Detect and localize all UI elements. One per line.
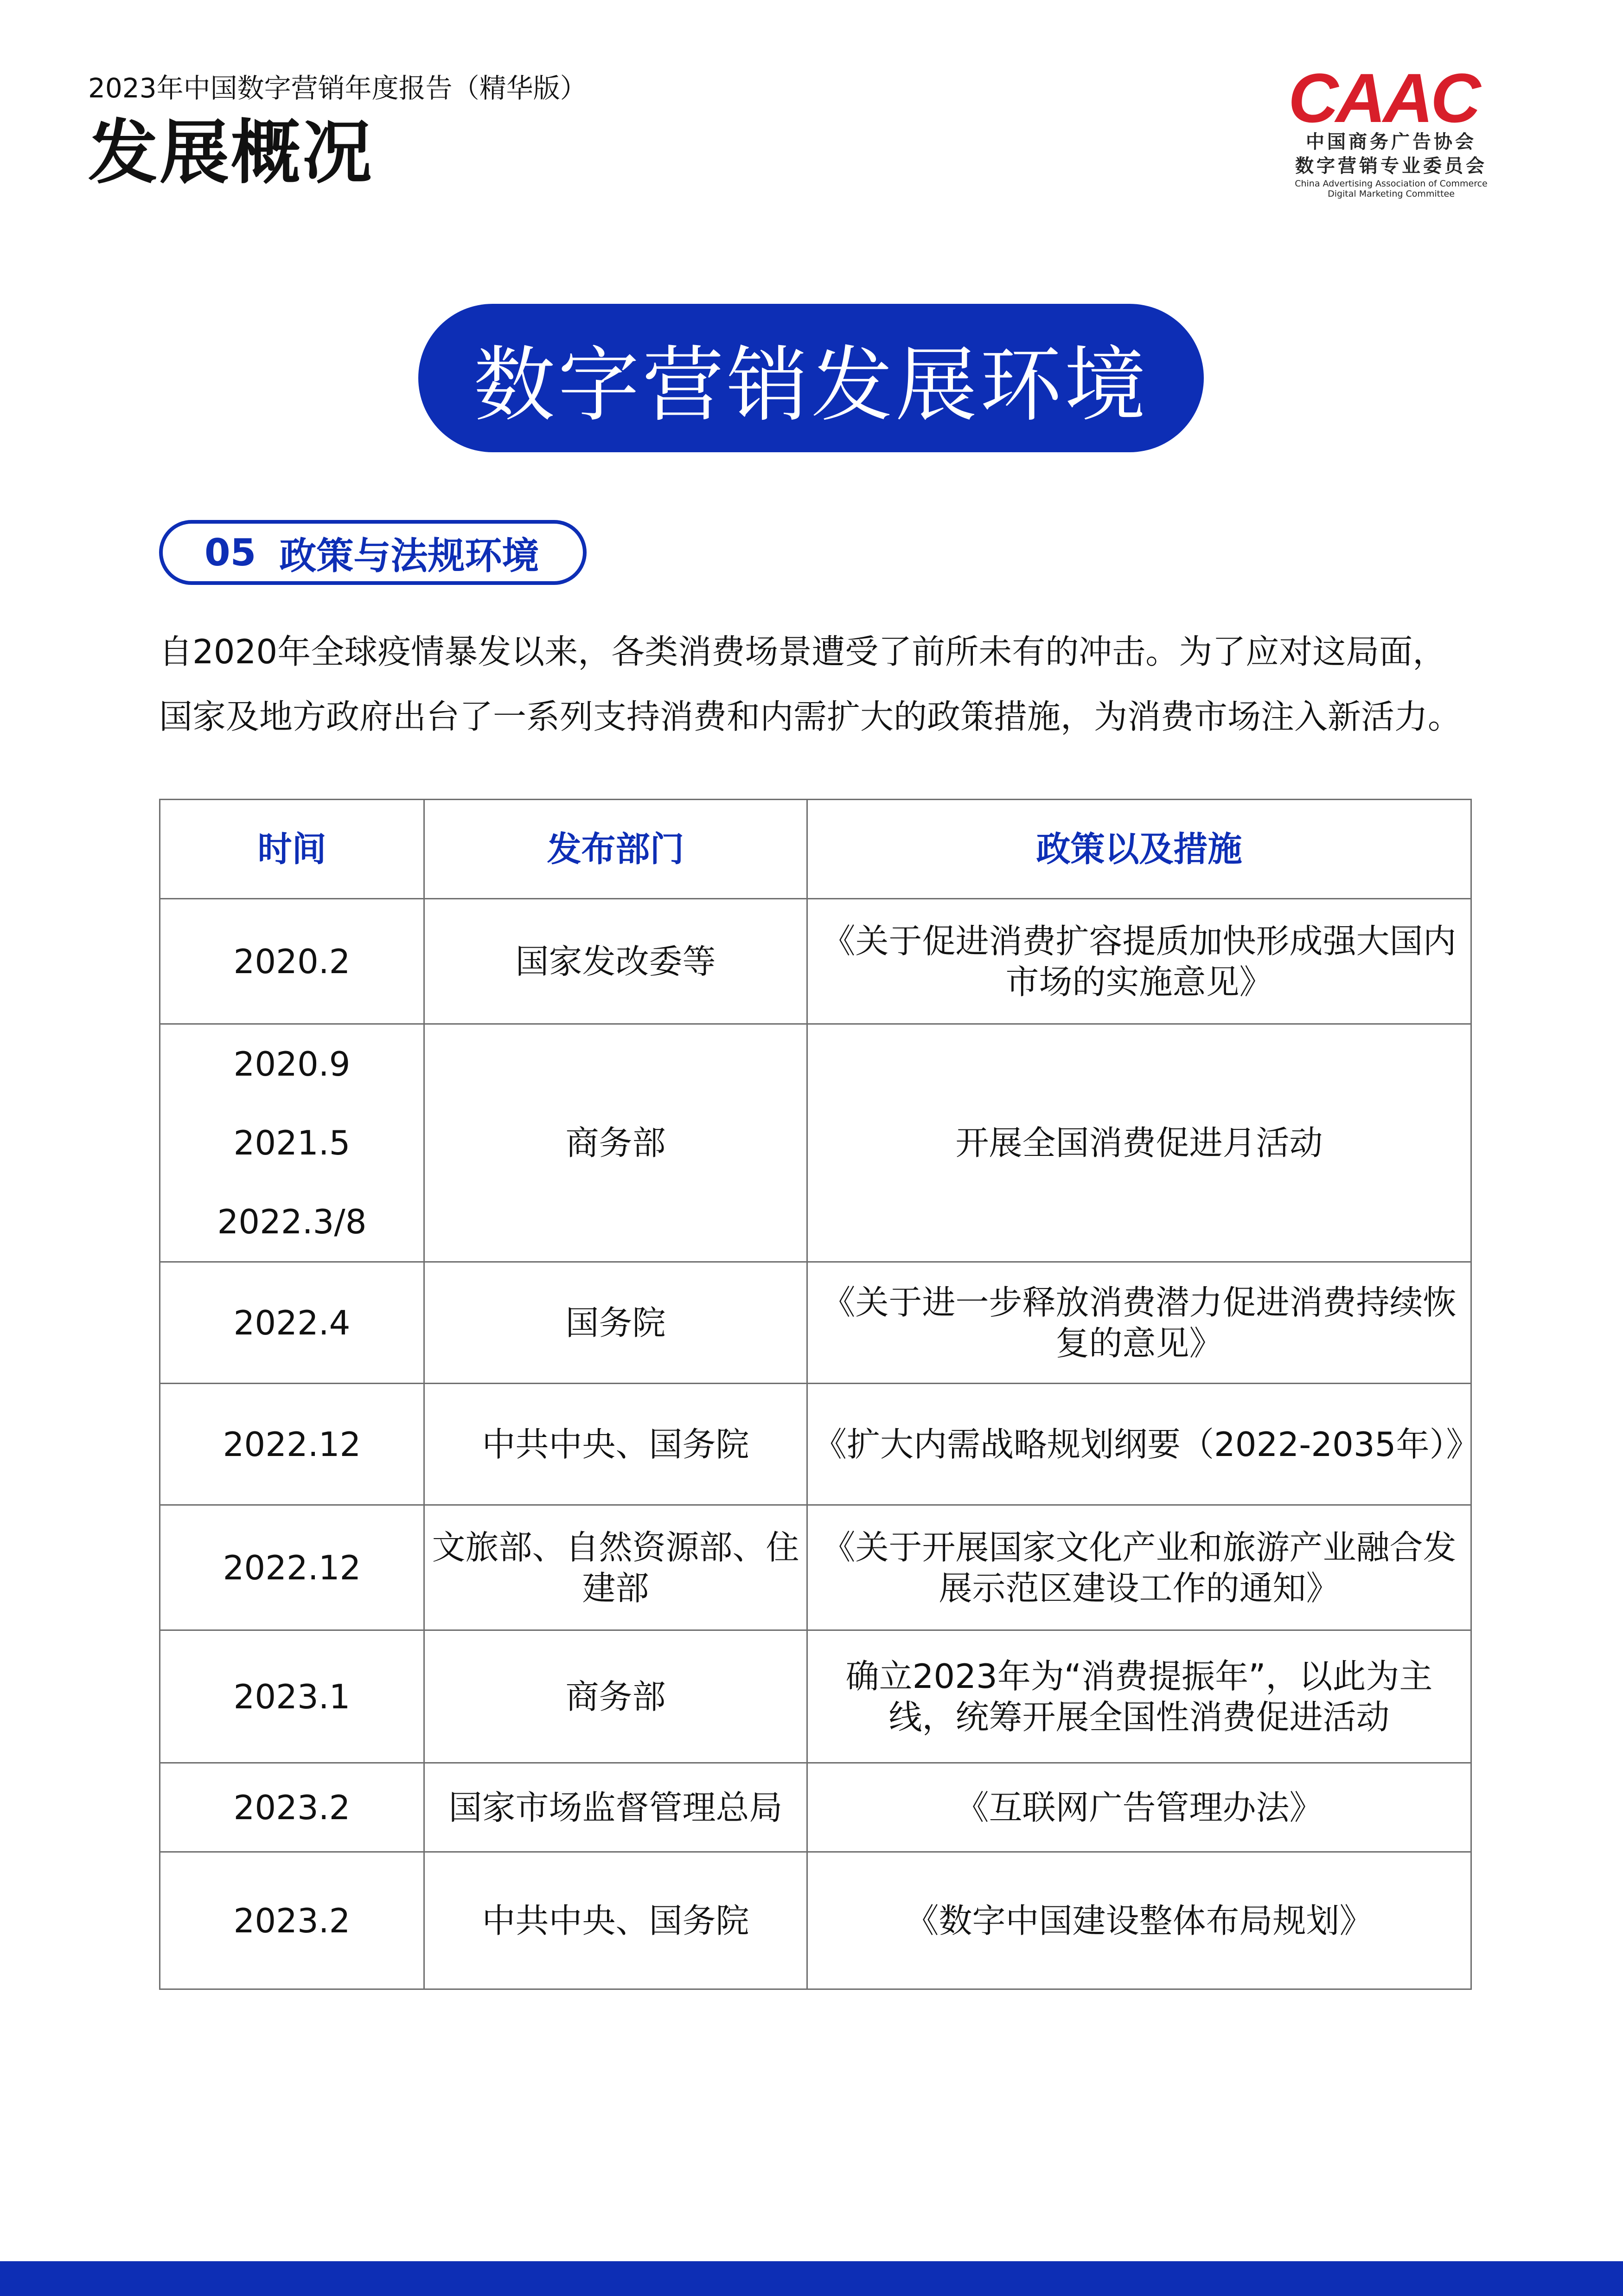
- subsection-number: 05: [204, 531, 256, 574]
- cell-time: 2022.12: [160, 1384, 424, 1505]
- logo-english-committee: Digital Marketing Committee: [1328, 189, 1455, 199]
- cell-time: 2020.2: [160, 899, 424, 1024]
- cell-time: 2023.2: [160, 1852, 424, 1989]
- cell-policy: 《关于促进消费扩容提质加快形成强大国内市场的实施意见》: [807, 899, 1471, 1024]
- cell-time: [160, 1024, 424, 1262]
- table-header-row: [160, 800, 1471, 899]
- time-value: 2020.9: [233, 1045, 351, 1084]
- subsection-title: 政策与法规环境: [279, 534, 539, 577]
- cell-policy: 《关于开展国家文化产业和旅游产业融合发展示范区建设工作的通知》: [807, 1505, 1471, 1630]
- page-title: 发展概况: [88, 113, 374, 193]
- cell-dept: 商务部: [424, 1024, 807, 1262]
- cell-policy: 确立2023年为“消费提振年”，以此为主线，统筹开展全国性消费促进活动: [807, 1630, 1471, 1763]
- table-row: [160, 1384, 1471, 1505]
- cell-dept: 国家发改委等: [424, 899, 807, 1024]
- table-row: [160, 1024, 1471, 1262]
- policy-table: [159, 799, 1480, 1990]
- table-row: [160, 899, 1471, 1024]
- column-header-dept: 发布部门: [424, 800, 807, 899]
- cell-time: 2023.2: [160, 1763, 424, 1852]
- cell-dept: 中共中央、国务院: [424, 1852, 807, 1989]
- cell-dept: 商务部: [424, 1630, 807, 1763]
- table-row: [160, 1630, 1471, 1763]
- cell-time: 2022.4: [160, 1262, 424, 1384]
- logo-committee-name: 数字营销专业委员会: [1295, 155, 1487, 177]
- section-banner: [418, 304, 1204, 452]
- column-header-time: 时间: [160, 800, 424, 899]
- intro-paragraph: [159, 619, 1504, 749]
- table-row: [160, 1852, 1471, 1989]
- report-title: 2023年中国数字营销年度报告（精华版）: [88, 72, 587, 104]
- column-header-policy: 政策以及措施: [807, 800, 1471, 899]
- cell-dept: 文旅部、自然资源部、住建部: [424, 1505, 807, 1630]
- cell-policy: 《互联网广告管理办法》: [807, 1763, 1471, 1852]
- cell-policy: 开展全国消费促进月活动: [807, 1024, 1471, 1262]
- cell-policy: 《数字中国建设整体布局规划》: [807, 1852, 1471, 1989]
- cell-dept: 国务院: [424, 1262, 807, 1384]
- logo-english-name: China Advertising Association of Commerce: [1295, 179, 1488, 189]
- banner-title: 数字营销发展环境: [473, 337, 1149, 433]
- footer-bar: [0, 2261, 1623, 2296]
- intro-line: 自2020年全球疫情暴发以来，各类消费场景遭受了前所未有的冲击。为了应对这局面，: [159, 632, 1446, 671]
- cell-dept: 国家市场监督管理总局: [424, 1763, 807, 1852]
- table-row: [160, 1505, 1471, 1630]
- cell-policy: 《扩大内需战略规划纲要（2022-2035年）》: [807, 1384, 1471, 1505]
- table-row: [160, 1763, 1471, 1852]
- cell-time: 2022.12: [160, 1505, 424, 1630]
- cell-time: 2023.1: [160, 1630, 424, 1763]
- logo-text: CAAC: [1288, 63, 1478, 137]
- cell-dept: 中共中央、国务院: [424, 1384, 807, 1505]
- logo-org-name: 中国商务广告协会: [1306, 131, 1476, 153]
- subsection-heading: [159, 520, 587, 585]
- time-value: 2022.3/8: [217, 1202, 367, 1241]
- time-value: 2021.5: [233, 1123, 351, 1162]
- table-row: [160, 1262, 1471, 1384]
- intro-line: 国家及地方政府出台了一系列支持消费和内需扩大的政策措施，为消费市场注入新活力。: [159, 697, 1462, 736]
- cell-policy: 《关于进一步释放消费潜力促进消费持续恢复的意见》: [807, 1262, 1471, 1384]
